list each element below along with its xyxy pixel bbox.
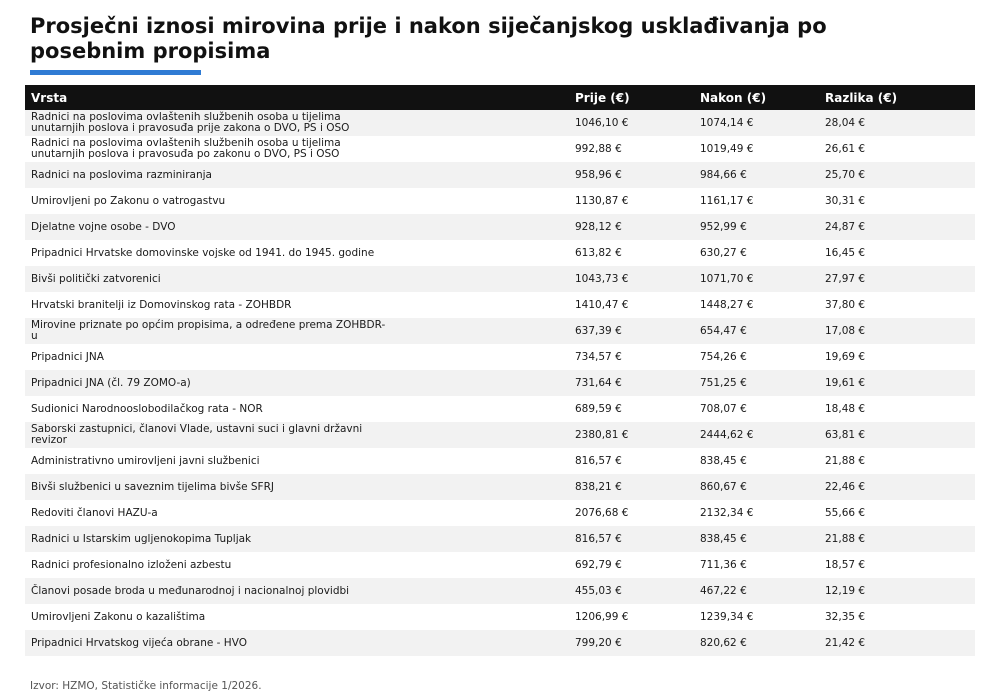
cell-nakon: 654,47 € [694, 318, 819, 344]
cell-vrsta [25, 292, 569, 318]
cell-vrsta [25, 500, 569, 526]
cell-prije: 838,21 € [569, 474, 694, 500]
table-body [25, 110, 975, 656]
cell-razlika: 63,81 € [819, 422, 975, 448]
cell-prije: 1206,99 € [569, 604, 694, 630]
cell-vrsta [25, 240, 569, 266]
cell-nakon: 711,36 € [694, 552, 819, 578]
cell-nakon: 820,62 € [694, 630, 819, 656]
cell-prije: 2380,81 € [569, 422, 694, 448]
cell-razlika: 18,48 € [819, 396, 975, 422]
cell-nakon: 952,99 € [694, 214, 819, 240]
table-row [25, 500, 975, 526]
row-label: Mirovine priznate po općim propisima, a određene prema ZOHBDR-u [31, 319, 386, 342]
cell-nakon: 751,25 € [694, 370, 819, 396]
cell-prije: 731,64 € [569, 370, 694, 396]
cell-prije: 692,79 € [569, 552, 694, 578]
cell-nakon: 860,67 € [694, 474, 819, 500]
table-row [25, 240, 975, 266]
cell-vrsta [25, 162, 569, 188]
cell-nakon: 1448,27 € [694, 292, 819, 318]
cell-razlika: 32,35 € [819, 604, 975, 630]
cell-nakon: 754,26 € [694, 344, 819, 370]
cell-vrsta [25, 110, 569, 136]
cell-vrsta [25, 578, 569, 604]
cell-nakon: 1161,17 € [694, 188, 819, 214]
table-row [25, 422, 975, 448]
cell-razlika: 19,69 € [819, 344, 975, 370]
cell-razlika: 28,04 € [819, 110, 975, 136]
table-row [25, 266, 975, 292]
cell-vrsta [25, 474, 569, 500]
row-label: Redoviti članovi HAZU-a [31, 506, 158, 519]
cell-razlika: 21,88 € [819, 448, 975, 474]
cell-prije: 1043,73 € [569, 266, 694, 292]
cell-vrsta [25, 136, 569, 162]
cell-razlika: 55,66 € [819, 500, 975, 526]
cell-razlika: 17,08 € [819, 318, 975, 344]
cell-prije: 689,59 € [569, 396, 694, 422]
column-header-prije: Prije (€) [569, 85, 694, 110]
cell-prije: 613,82 € [569, 240, 694, 266]
row-label: Radnici na poslovima razminiranja [31, 168, 212, 181]
cell-razlika: 22,46 € [819, 474, 975, 500]
cell-razlika: 16,45 € [819, 240, 975, 266]
cell-prije: 734,57 € [569, 344, 694, 370]
cell-nakon: 838,45 € [694, 448, 819, 474]
chart-title: Prosječni iznosi mirovina prije i nakon siječanjskog usklađivanja po posebnim propisima [30, 14, 827, 63]
cell-razlika: 19,61 € [819, 370, 975, 396]
cell-prije: 816,57 € [569, 526, 694, 552]
cell-nakon: 1071,70 € [694, 266, 819, 292]
row-label: Pripadnici JNA [31, 350, 104, 363]
table-row [25, 188, 975, 214]
cell-razlika: 30,31 € [819, 188, 975, 214]
cell-prije: 958,96 € [569, 162, 694, 188]
row-label: Administrativno umirovljeni javni službenici [31, 454, 260, 467]
cell-razlika: 21,88 € [819, 526, 975, 552]
cell-nakon: 708,07 € [694, 396, 819, 422]
cell-prije: 992,88 € [569, 136, 694, 162]
cell-prije: 816,57 € [569, 448, 694, 474]
cell-prije: 637,39 € [569, 318, 694, 344]
cell-vrsta [25, 318, 569, 344]
cell-nakon: 630,27 € [694, 240, 819, 266]
table-row [25, 526, 975, 552]
cell-razlika: 25,70 € [819, 162, 975, 188]
cell-vrsta [25, 396, 569, 422]
cell-razlika: 26,61 € [819, 136, 975, 162]
cell-vrsta [25, 370, 569, 396]
table-row [25, 578, 975, 604]
cell-prije: 1130,87 € [569, 188, 694, 214]
row-label: Radnici na poslovima ovlaštenih službenih osoba u tijelima unutarnjih poslova i pravosuđa prije zakona o DVO, PS i OSO [31, 111, 350, 134]
cell-vrsta [25, 448, 569, 474]
table-row [25, 604, 975, 630]
cell-nakon: 984,66 € [694, 162, 819, 188]
row-label: Pripadnici Hrvatskog vijeća obrane - HVO [31, 636, 247, 649]
cell-nakon: 1074,14 € [694, 110, 819, 136]
column-header-razlika: Razlika (€) [819, 85, 975, 110]
cell-vrsta [25, 422, 569, 448]
cell-vrsta [25, 188, 569, 214]
table-row [25, 110, 975, 136]
cell-vrsta [25, 266, 569, 292]
cell-prije: 455,03 € [569, 578, 694, 604]
column-header-vrsta: Vrsta [25, 85, 569, 110]
cell-nakon: 467,22 € [694, 578, 819, 604]
title-accent-bar [30, 70, 201, 75]
cell-prije: 2076,68 € [569, 500, 694, 526]
row-label: Pripadnici Hrvatske domovinske vojske od 1941. do 1945. godine [31, 246, 375, 259]
table-row [25, 552, 975, 578]
table-row [25, 448, 975, 474]
cell-prije: 1046,10 € [569, 110, 694, 136]
row-label: Članovi posade broda u međunarodnoj i nacionalnoj plovidbi [31, 584, 350, 597]
row-label: Bivši službenici u saveznim tijelima bivše SFRJ [31, 480, 274, 493]
row-label: Umirovljeni Zakonu o kazalištima [31, 610, 206, 623]
row-label: Pripadnici JNA (čl. 79 ZOMO-a) [31, 376, 191, 389]
row-label: Djelatne vojne osobe - DVO [31, 220, 176, 233]
cell-prije: 928,12 € [569, 214, 694, 240]
cell-nakon: 838,45 € [694, 526, 819, 552]
cell-vrsta [25, 552, 569, 578]
table-row [25, 396, 975, 422]
cell-prije: 799,20 € [569, 630, 694, 656]
table-row [25, 630, 975, 656]
column-header-nakon: Nakon (€) [694, 85, 819, 110]
cell-razlika: 27,97 € [819, 266, 975, 292]
cell-vrsta [25, 214, 569, 240]
cell-razlika: 12,19 € [819, 578, 975, 604]
row-label: Saborski zastupnici, članovi Vlade, ustavni suci i glavni državni revizor [31, 423, 363, 446]
cell-razlika: 18,57 € [819, 552, 975, 578]
cell-razlika: 37,80 € [819, 292, 975, 318]
table-row [25, 214, 975, 240]
row-label: Hrvatski branitelji iz Domovinskog rata - ZOHBDR [31, 298, 292, 311]
table-row [25, 292, 975, 318]
table-row [25, 370, 975, 396]
cell-prije: 1410,47 € [569, 292, 694, 318]
pension-table [25, 85, 975, 656]
source-note: Izvor: HZMO, Statističke informacije 1/2026. [30, 680, 262, 692]
table-row [25, 344, 975, 370]
table-row [25, 162, 975, 188]
cell-nakon: 2444,62 € [694, 422, 819, 448]
cell-razlika: 21,42 € [819, 630, 975, 656]
cell-vrsta [25, 526, 569, 552]
cell-vrsta [25, 344, 569, 370]
row-label: Radnici na poslovima ovlaštenih službenih osoba u tijelima unutarnjih poslova i pravosuđa po zakonu o DVO, PS i OSO [31, 137, 341, 160]
table-row [25, 318, 975, 344]
cell-nakon: 2132,34 € [694, 500, 819, 526]
row-label: Umirovljeni po Zakonu o vatrogastvu [31, 194, 226, 207]
row-label: Radnici u Istarskim ugljenokopima Tupljak [31, 532, 252, 545]
row-label: Sudionici Narodnooslobodilačkog rata - NOR [31, 402, 263, 415]
cell-razlika: 24,87 € [819, 214, 975, 240]
cell-vrsta [25, 604, 569, 630]
table-row [25, 474, 975, 500]
cell-nakon: 1019,49 € [694, 136, 819, 162]
table-header-row [25, 85, 975, 110]
table-row [25, 136, 975, 162]
cell-nakon: 1239,34 € [694, 604, 819, 630]
row-label: Radnici profesionalno izloženi azbestu [31, 558, 232, 571]
cell-vrsta [25, 630, 569, 656]
row-label: Bivši politički zatvorenici [31, 272, 161, 285]
